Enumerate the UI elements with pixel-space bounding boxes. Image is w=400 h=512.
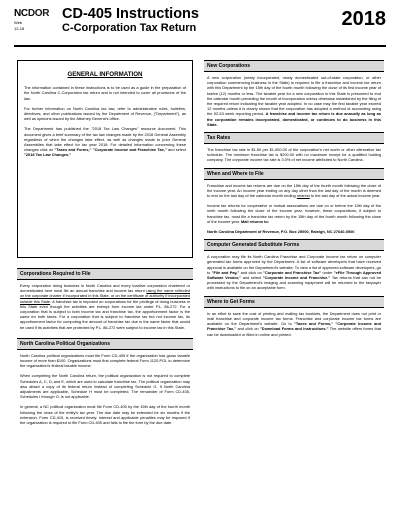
- corps-required-underline: using the name reflected on the corporate charter if incorporated in this State, or on the certificate of authority if incorporated outside this State: [20, 288, 190, 304]
- new-corps-heading: New Corporations: [204, 60, 384, 72]
- when-where-p1: [207, 183, 381, 199]
- right-column: [204, 60, 384, 342]
- where-forms-body: [204, 308, 384, 337]
- political-p1: North Carolina political organizations must file Form CD-405 if the organization has gross taxable income of more than $100. Organizations must first complete federal Form 1120-POL to determine the organization's federal taxable income.: [20, 352, 190, 369]
- mail-returns-label: Mail returns to:: [240, 218, 270, 224]
- where-forms-heading: Where to Get Forms: [204, 296, 384, 308]
- where-forms-text3: The website offers forms that can be downloaded or filled in online and printed.: [207, 326, 381, 337]
- new-corps-text: A new corporation (newly incorporated, newly domesticated out-of-state corporation, or other corporation commencing business in the State) is required to file a franchise and income tax return with this Department by the 15th day of the fourth month following the close of its first income year of twelve (12) months or less. The taxable year for a new corporation in this State is presumed to end the calendar month preceding the month of incorporation unless otherwise established by the filing of the required return indicating the taxable year adopted. In no case may the first taxable year exceed 12 months unless it is clearly shown that the corporation has adopted a method of accounting using the 52-53 week reporting period.: [207, 75, 381, 117]
- corps-required-text: Every corporation doing business in North Carolina and every inactive corporation chartered or domesticated here must file an annual franchise and income tax return: [20, 283, 190, 294]
- when-where-underline: nearest: [296, 193, 310, 199]
- where-forms-bold1: "Taxes and Forms," "Corporate Income and Franchise Tax,": [207, 321, 381, 332]
- where-forms-bold2: "Download Forms and Instructions.": [259, 326, 329, 332]
- corps-required-text2: . A franchise tax is imposed on corporations for the privilege of doing business in this State even though the activities are exempt from income tax under P.L. 86-272. For a corporation that is subject to both income tax and franchise tax, the apportionment factor is the same for both taxes. For a corporation that is subject to franchise tax but not income tax, its apportionment factor for computing the amount of franchise tax due is the same factor that would be used if its activities that are protected by P.L. 86-272 were subject to income tax in this State.: [20, 298, 190, 330]
- corps-required-body: [17, 280, 193, 330]
- substitute-bold1: "File and Pay,": [211, 269, 240, 275]
- substitute-text: A corporation may file its North Carolina Franchise and Corporate Income tax return on computer generated tax forms approved by the Department. A list of software developers that have received approval is available on the Department's website. To view a list of approved software developers, go to: [207, 254, 381, 275]
- general-p1: The information contained in these instructions is to be used as a guide in the preparation of the North Carolina C-Corporation tax return and is not intended to cover all provisions of the law.: [24, 85, 186, 101]
- general-information-box: [17, 60, 193, 258]
- logo-web: Web: [14, 20, 23, 25]
- when-where-p2: [207, 203, 381, 224]
- political-p2: When completing the North Carolina return, the political organization is not required to complete Schedules A, C, D, and E, which are used to calculate franchise tax. The political organization may also attach a copy of its federal return instead of completing Schedule G. If North Carolina adjustments are applicable, Schedule H must be completed. The remainder of Form CD-405, Schedules I through O, is not applicable.: [20, 373, 190, 400]
- substitute-bold4: "Corporate Income and Franchise.": [262, 275, 331, 281]
- political-body: [17, 350, 193, 425]
- title-block: [62, 6, 199, 35]
- general-p3: [24, 126, 186, 157]
- mailing-address: [207, 229, 381, 234]
- new-corps-bold: A franchise and income tax return is due annually as long as the corporation remains incorporated, domesticated, or continues to do business in this State.: [207, 111, 381, 127]
- general-information-title: GENERAL INFORMATION: [67, 71, 143, 78]
- mailing-address-text: North Carolina Department of Revenue, P.O. Box 25000, Raleigh, NC 27640-0500: [207, 229, 355, 235]
- when-where-p2-text: Income tax returns for cooperative or mutual associations are due on or before the 15th day of the ninth month following the close of the income year; however, these corporations, if subject to franchise tax, must file a franchise tax return by the 15th day of the fourth month following the close of the income year.: [207, 203, 381, 224]
- when-where-text2: to the last day of the actual income year.: [309, 193, 381, 199]
- logo-nc: NC: [14, 8, 28, 19]
- tax-rates-heading: Tax Rates: [204, 132, 384, 144]
- new-corps-p1: [207, 75, 381, 127]
- substitute-bold2: "Corporate and Franchise Tax": [263, 269, 322, 275]
- where-forms-text: In an effort to save the cost of printing and mailing tax booklets, the Department does not print or mail franchise and corporate income tax forms. Franchise and corporate income tax forms are available on the Department's website. Go to: [207, 310, 381, 327]
- tax-rates-p1: The franchise tax rate is $1.50 per $1,000.00 of the corporation's net worth or other alternative tax schedule. The minimum franchise tax is $200.00 with no maximum except for a qualified holding company. The corporate income tax rate is 3.0% of net income attributed to North Carolina.: [207, 147, 381, 163]
- where-forms-text2: and click on: [236, 326, 260, 332]
- substitute-bold3: "eFile Through Approved Software Vendor,": [207, 269, 381, 281]
- general-p3-bold-link2: "2018 Tax Law Changes.": [24, 152, 72, 158]
- when-where-heading: When and Where to File: [204, 168, 384, 180]
- tax-year: 2018: [341, 8, 386, 30]
- header-divider: [14, 45, 386, 47]
- substitute-text4: and select: [241, 275, 263, 281]
- logo-date: 12-18: [14, 26, 25, 31]
- where-forms-p1: [207, 311, 381, 337]
- logo-dor: DOR: [27, 8, 50, 19]
- ncdor-logo: [14, 8, 50, 31]
- political-heading: North Carolina Political Organizations: [17, 338, 193, 350]
- substitute-text3: under: [321, 269, 334, 275]
- political-p3: In general, a NC political organization must file Form CD-405 by the 15th day of the fourth month following the close of the entity's tax year. The due date may be extended for six months if the extension, Form CD-419, is received timely. Interest and applicable penalties may be imposed if the organization is required to file Form CD-405 and fails to file the form by the due date.: [20, 404, 190, 426]
- substitute-forms-p1: [207, 254, 381, 290]
- when-where-body: [204, 180, 384, 235]
- substitute-text5: Tax returns that can not be processed by the Department's imaging and scanning equipment will be returned to the taxpayer with instructions to file on an acceptable form.: [207, 275, 381, 291]
- corps-required-p1: [20, 283, 190, 330]
- new-corps-body: [204, 72, 384, 127]
- page-subtitle: C-Corporation Tax Return: [62, 22, 197, 34]
- general-p3-text: The Department has published the "2018 Tax Law Changes" resource document. This document gives a brief summary of the tax law changes made by the 2018 General Assembly regardless of when the changes take effect, as well as changes made to prior General Assemblies that take effect for tax year 2018. For detailed information concerning these changes click on: [24, 126, 186, 153]
- general-p3-bold-link: "Taxes and Forms," "Corporate Income and Franchise Tax,": [54, 147, 167, 153]
- when-where-text: Franchise and income tax returns are due on the 15th day of the fourth month following the close of the income year. An income year ending on any day other than the last day of the month is deemed to end on the last day of the calendar month ending: [207, 182, 381, 199]
- substitute-text2: and click on: [239, 269, 264, 275]
- substitute-forms-heading: Computer Generated Substitute Forms: [204, 239, 384, 251]
- left-column: [17, 60, 193, 430]
- page-header: [0, 0, 400, 56]
- general-p3-text2: and select: [166, 147, 186, 153]
- substitute-forms-body: [204, 251, 384, 290]
- tax-rates-body: [204, 144, 384, 163]
- general-p2: For further information on North Carolina tax law, refer to administrative rules, bulletins, directives, and other publications issued by the Department of Revenue, ("Department"), as well as opinions issued by the Attorney General's office.: [24, 105, 186, 122]
- page-title: CD-405 Instructions: [62, 6, 199, 22]
- corps-required-heading: Corporations Required to File: [17, 268, 193, 280]
